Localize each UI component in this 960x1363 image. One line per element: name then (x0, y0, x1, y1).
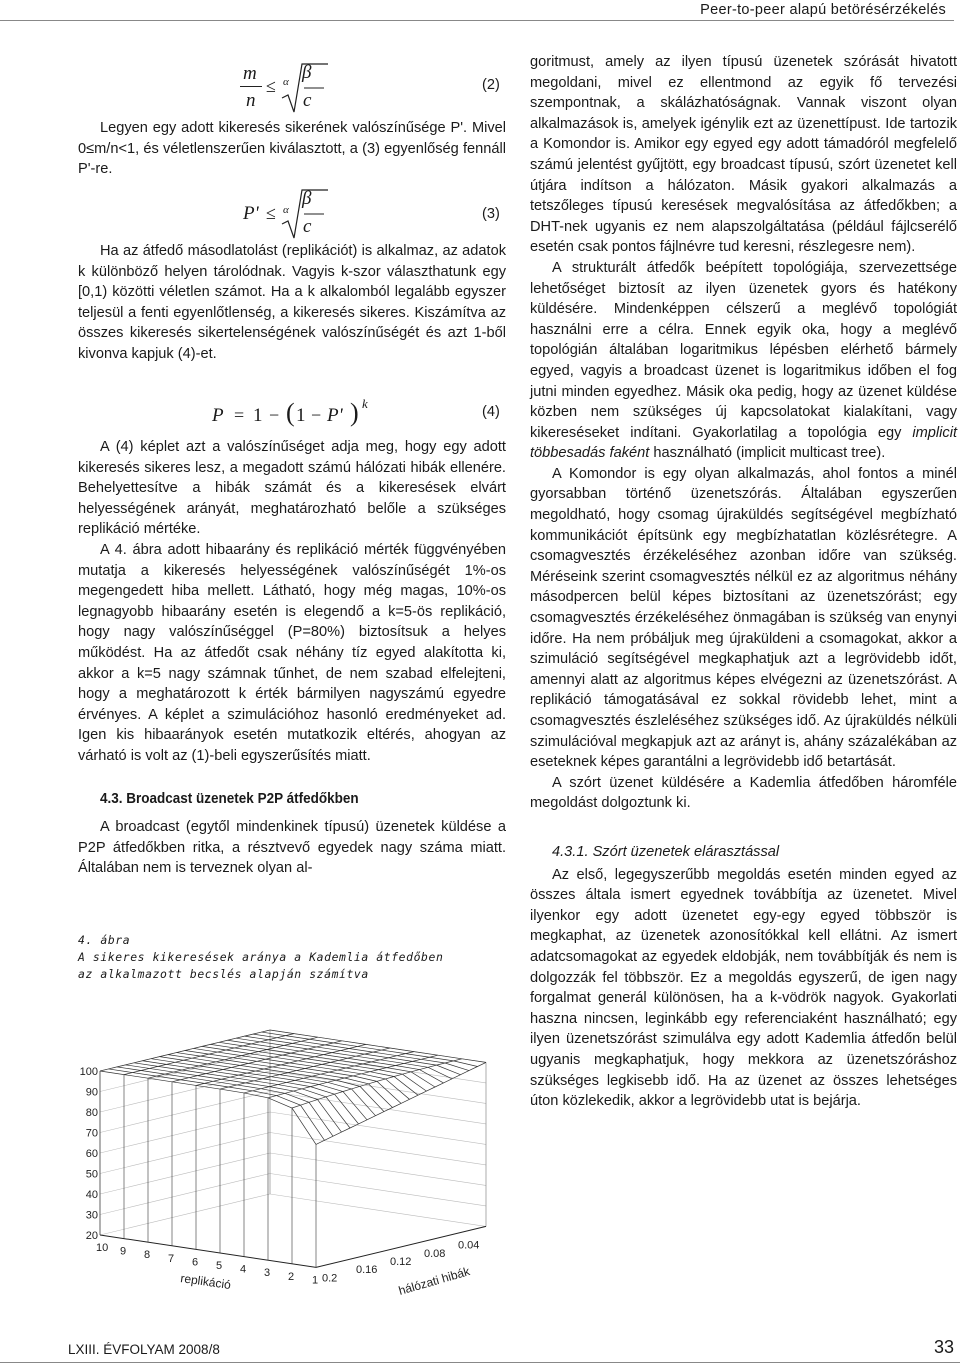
right-paragraph-2a: A strukturált átfedők beépített topológiája, szervezettsége lehetőséget biztosít az ilyen üzenetek gyors és hatékony küldésére. Mindenképpen célszerű a meglévő topológiát használni erre a célra. Ennek egyik oka, hogy a meglévő topológián általában logaritmikus lépésben elérhető bármely egyed, vagyis a broadcast üzenet is logaritmikus időben el fog jutni minden egyedhez. Másik oka pedig, hogy az üzenet küldése közben nem szükséges új kapcsolatokat kialakítani, vagy kikereséseket indítani. Gyakorlatilag a topológia egy (530, 259, 957, 441)
right-paragraph-4: A szórt üzenet küldésére a Kademlia átfedőben háromféle megoldást dolgoztunk ki. (530, 774, 957, 812)
eq2-rel: ≤ (266, 76, 276, 96)
replication-tick-label: 2 (288, 1270, 295, 1283)
header-rule (0, 20, 954, 21)
replication-tick-label: 8 (144, 1249, 151, 1262)
replication-tick-label: 6 (192, 1256, 199, 1269)
eq4-minus2: − (311, 405, 322, 425)
surface-line-replication (124, 1034, 294, 1075)
eq2-number: (2) (482, 77, 500, 93)
eq4-close-paren: ) (350, 398, 359, 427)
surface-line-replication (100, 1030, 270, 1071)
z-tick-label: 100 (80, 1066, 98, 1078)
z-tick-label: 90 (85, 1086, 98, 1099)
failure-tick-label: 0.04 (458, 1239, 480, 1252)
eq2-rhs-den: c (303, 90, 312, 111)
replication-tick-label: 5 (216, 1260, 223, 1272)
left-column (78, 118, 506, 180)
surface-line-failure (117, 1067, 333, 1136)
left-paragraph-4: A 4. ábra adott hibaarány és replikáció mérték függvényében mutatja a kikeresés helyességének valószínűségét 1%-os megengedett hiba mellett. Látható, hogy még magas, 10%-os legnagyobb hibaarány esetén is elegendő a k=5-ös replikáció, hogy nagy valószínűséggel (P=80%) biztosítsuk a helyes működést. Ha az átfedőt csak néhány tíz egyed alakította ki, akkor a k=5 nagy számnak tűnhet, de nem szabad elfelejteni, hogy a meghatározott k érték bármilyen nagyszámú egyedre érvényes. A képlet a szimulációhoz hasonló eredményeket ad. Igen kis hibaarányok esetén mutatkozik eltérés, ahogyan az várható is volt az (1)-beli egyszerűsítés miatt. (78, 541, 506, 764)
right-paragraph-3: A Komondor is egy olyan alkalmazás, ahol fontos a minél gyorsabban történő üzenetszórás. Általában egyszerűen megoldható, hogy csomag újraküldés segítségével megbízható kommunikációt építsünk egy megbízhatatlan közlésrétegre. A csomagvesztés érzékeléséhez azonban időre van szükség. Méréseink szerint csomagvesztés nélkül ez az algoritmus néhány másodpercen belül képes biztosítani az üzenetszórást; egy csomagvesztés érzékeléséhez önmagában is szükség van enynyi időre. Ha nem próbáljuk meg újraküldeni a csomagokat, akkor a szimuláció segítségével megkaphatjuk azt a legrövidebb időt, amennyi alatt az algoritmus képes elvégezni az üzenetszórást. A replikáció támogatásával ez sokkal rövidebb lehet, mint a csomagvesztés észleléséhez szükséges idő. Az újraküldés nélküli szimulációval megkapjuk azt az arányt is, ahány százalékában az eseteknek képes garantálni a legrövidebb idő betartását. (530, 465, 957, 771)
z-gridline (100, 1174, 486, 1215)
eq2-rhs-num: β (302, 62, 312, 83)
z-tick-label: 70 (85, 1127, 98, 1140)
eq3-rhs-num: β (302, 188, 312, 209)
z-tick-label: 50 (85, 1168, 98, 1181)
eq4-lhs: P (212, 405, 224, 426)
right-paragraph-1: goritmust, amely az ilyen típusú üzenetek szórását hivatott megoldani, mivel ez ellentmond az egyik fő tervezési szempontnak, a skálázhatóságnak. Vannak viszont olyan alkalmazások is, amelyek igénylik ezt az üzenettípust. Ide tartozik a Komondor is. Amikor egy egyed egy adott támadóról megfelelő számú jelentést gyűjtött, egy broadcast típusú, szórt üzenetet kell útjára indítson a hálózaton. Másik gyakori alkalmazás a tetszőleges típusú keresések megvalósítása az átfedőkben; a DHT-nek ugyanis ez nem alapszolgáltatása (például fájlcserélő esetén csak pontos fájlnévre tud keresni, részlegesre nem). (530, 54, 957, 256)
left-column-part-2 (78, 241, 506, 365)
z-tick-label: 80 (85, 1107, 98, 1119)
eq2-root-index: α (283, 76, 289, 88)
caption-line-3: az alkalmazott becslés alapján számítva (78, 967, 369, 981)
eq2-lhs-num: m (243, 63, 257, 84)
right-column (530, 52, 957, 1112)
subsection-heading: 4.3.1. Szórt üzenetek elárasztással (552, 843, 780, 860)
page-number: 33 (933, 1337, 954, 1357)
surface-line-replication (244, 1052, 414, 1093)
eq4-open-paren: ( (286, 398, 295, 427)
caption-line-2: A sikeres kikeresések aránya a Kademlia átfedőben (78, 950, 444, 964)
surface-chart (80, 985, 505, 1315)
eq4-pprime: P' (327, 405, 343, 426)
z-tick-label: 40 (85, 1189, 98, 1201)
replication-tick-label: 1 (312, 1274, 319, 1287)
z-gridline (100, 1194, 486, 1235)
failure-tick-label: 0.2 (322, 1272, 338, 1285)
failure-tick-label: 0.08 (424, 1247, 446, 1260)
left-paragraph-5: A broadcast (egytől mindenkinek típusú) üzenetek küldése a P2P átfedőkben ritka, a résztvevő egyedek nagy száma miatt. Általában nem is terveznek olyan al- (78, 819, 506, 877)
implicit-multicast-term: implicit többesadás faként (530, 424, 957, 462)
failure-tick-label: 0.12 (390, 1256, 412, 1268)
replication-tick-label: 7 (168, 1252, 175, 1265)
z-tick-label: 60 (85, 1148, 98, 1160)
z-gridline (100, 1030, 486, 1071)
eq3-number: (3) (482, 206, 500, 222)
running-title: Peer-to-peer alapú betörésérzékelés (700, 2, 946, 18)
eq2-frac-bar (240, 86, 262, 87)
left-paragraph-1: Legyen egy adott kikeresés sikerének valószínűsége P'. Mivel 0≤m/n<1, és véletlenszerűen kiválasztott, a (3) egyenlőség fennáll P'-re. (78, 120, 506, 178)
failure-tick-label: 0.16 (356, 1264, 378, 1277)
left-column-part-3 (78, 437, 506, 879)
z-gridline (100, 1112, 486, 1153)
left-paragraph-3: A (4) képlet azt a valószínűséget adja meg, hogy egy adott kikeresés sikeres lesz, a megadott számú hálózati hibák ellenére. Behelyettesítve a hibák számát és a kikeresések elvárt helyességének arányát, meghatározható belőle a szükséges replikáció mértéke. (78, 439, 506, 538)
eq4-exponent: k (362, 396, 368, 411)
z-tick-label: 30 (85, 1209, 98, 1222)
surface-line-failure (270, 1030, 486, 1062)
z-tick-label: 20 (85, 1230, 98, 1242)
eq3-rhs-den: c (303, 216, 312, 237)
eq4-one2: 1 (296, 405, 306, 426)
eq4-eq: = (234, 405, 245, 425)
eq4-number: (4) (482, 404, 500, 420)
figure-caption (78, 932, 518, 983)
eq2-lhs-den: n (246, 90, 256, 111)
replication-tick-label: 10 (96, 1242, 109, 1254)
surface-line-replication (148, 1037, 318, 1078)
eq4-one: 1 (253, 405, 263, 426)
z-gridline (100, 1133, 486, 1174)
z-gridline (100, 1153, 486, 1194)
eq3-lhs: P' (243, 203, 259, 224)
left-paragraph-2: Ha az átfedő másodlatolást (replikációt) is alkalmaz, az adatok k különböző helyen tárolódnak. Vagyis k-szor választhatunk egy [0,1) közötti véletlen számot. Ha a k alkalomból legalább egyszer teljesül a fenti egyenlőtlenség, a kikeresés sikeres. Kiszámítva az összes kikeresés sikertelenségének valószínűségét és azt 1-ből kivonva kapjuk (4)-et. (78, 243, 506, 362)
surface-line-replication (172, 1041, 342, 1082)
right-paragraph-2 (530, 258, 957, 464)
eq4-minus: − (269, 405, 280, 425)
eq3-rel: ≤ (266, 203, 276, 223)
replication-tick-label: 9 (120, 1245, 127, 1258)
replication-tick-label: 3 (264, 1267, 271, 1280)
eq3-root-index: α (283, 204, 289, 216)
failure-axis-label: hálózati hibák (396, 1264, 472, 1298)
footer-volume: LXIII. ÉVFOLYAM 2008/8 (68, 1342, 220, 1357)
surface-line-failure (126, 1065, 342, 1132)
caption-label: 4. ábra (78, 933, 131, 947)
replication-tick-label: 4 (240, 1263, 247, 1276)
section-heading: 4.3. Broadcast üzenetek P2P átfedőkben (100, 789, 359, 807)
replication-axis-label: replikáció (179, 1271, 232, 1293)
z-gridline (100, 1092, 486, 1133)
right-paragraph-5: Az első, legegyszerűbb megoldás esetén minden egyed az összes általa ismert egyednek továbbítja az üzenetet. Mivel ilyenkor egy adott üzenetet egy-egy egyed többször is megkaphat, az üzenetek azonosítókkal kell ellátni. Az ismert adatcsomagokat az egyedek eldobják, nem továbbítják és nem is dolgozzák fel többször. Ez a megoldás egyszerű, de igen nagy forgalmat generál különösen, ha a k-vödrök nagyok. Gyakorlati haszna nincsen, leginkább egy referenciaként használható; egy ilyen üzenetszórást szimulálva egy adott Kademlia átfedőn belül ugyanis megkaphatjuk, hogy mekkora az üzenetszóráshoz szükséges legkisebb idő. Ha az üzenet az összes lehetséges úton közlekedik, akkor a legrövidebb utat is bejárja. (530, 866, 957, 1110)
right-paragraph-2b: használható (implicit multicast tree). (649, 445, 886, 462)
